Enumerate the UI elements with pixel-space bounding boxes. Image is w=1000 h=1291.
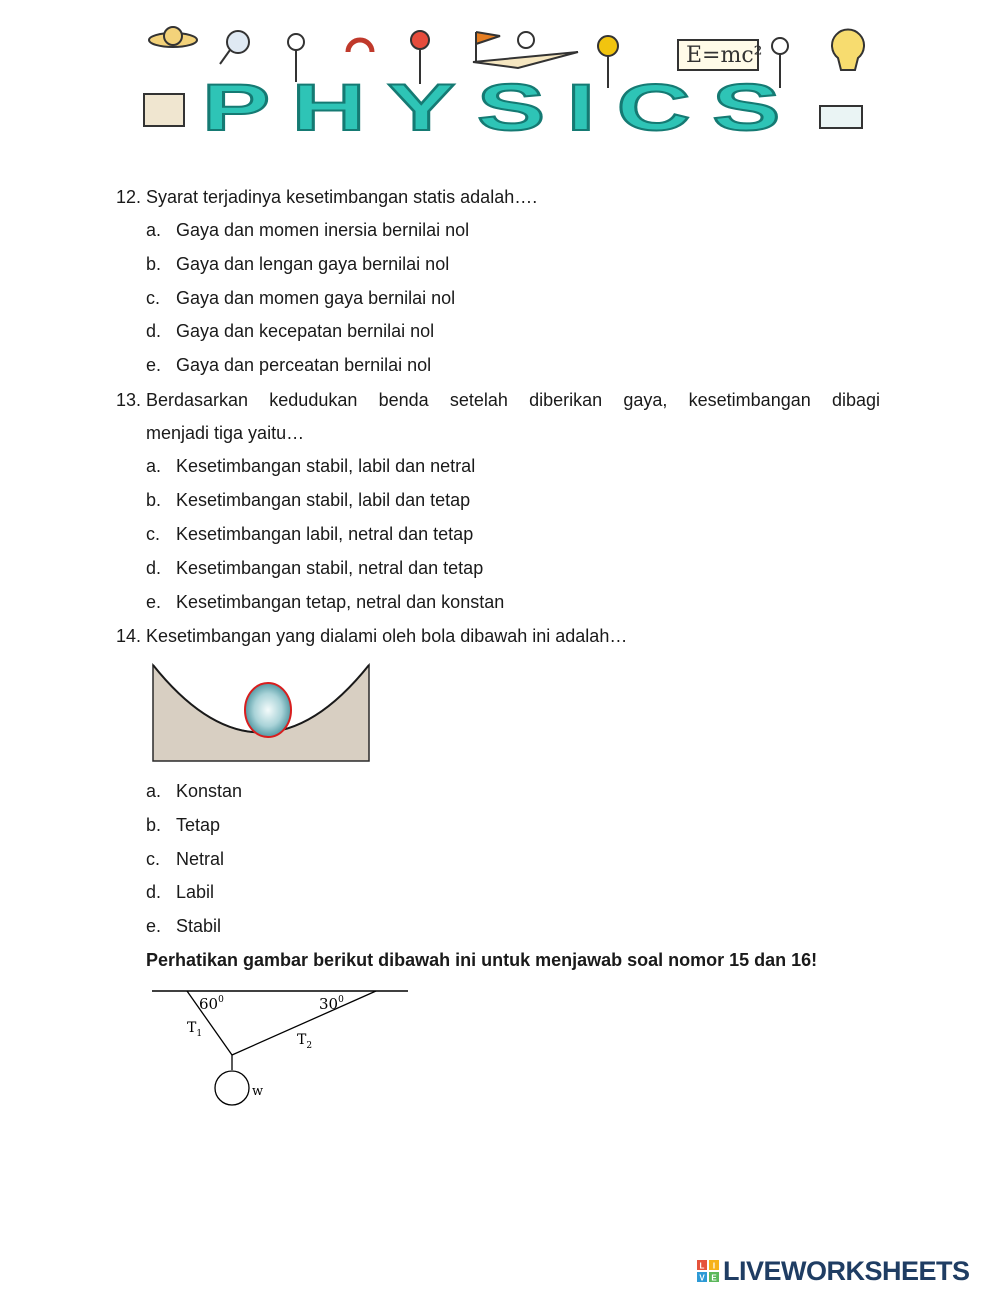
option-letter: e. [146, 592, 162, 612]
option-text: Kesetimbangan stabil, labil dan tetap [176, 490, 471, 510]
option-text: Tetap [176, 815, 221, 835]
question-text: Syarat terjadinya kesetimbangan statis adalah…. [146, 187, 538, 207]
question-12-option-d [146, 319, 434, 343]
bowl-ball-figure [150, 660, 372, 764]
question-14 [116, 624, 880, 648]
logo-text: LIVEWORKSHEETS [723, 1256, 970, 1286]
option-letter: c. [146, 849, 161, 869]
option-letter: a. [146, 220, 162, 240]
option-text: Kesetimbangan labil, netral dan tetap [176, 524, 474, 544]
option-text: Labil [176, 882, 215, 902]
question-12-option-c [146, 286, 455, 310]
option-letter: e. [146, 916, 162, 936]
option-letter: c. [146, 288, 161, 308]
question-13-option-b [146, 488, 470, 512]
question-number: 13. [116, 390, 142, 410]
option-letter: e. [146, 355, 162, 375]
banner-title: PHYSICS [202, 70, 802, 134]
question-number: 14. [116, 626, 142, 646]
tension-diagram [150, 984, 412, 1112]
physics-banner [138, 22, 865, 134]
option-text: Gaya dan kecepatan bernilai nol [176, 321, 435, 341]
question-12 [116, 185, 880, 209]
svg-text:E: E [711, 1273, 717, 1282]
question-text-line1: Berdasarkan kedudukan benda setelah diberikan gaya, kesetimbangan dibagi [146, 390, 880, 410]
liveworksheets-logo [697, 1256, 997, 1286]
ball [245, 683, 291, 737]
question-13-option-a [146, 454, 475, 478]
question-13 [116, 388, 880, 412]
question-14-option-e [146, 914, 221, 938]
logo-icon [697, 1260, 719, 1282]
question-number: 12. [116, 187, 142, 207]
question-13-option-e [146, 590, 504, 614]
option-letter: d. [146, 321, 162, 341]
svg-text:V: V [699, 1273, 705, 1282]
question-14-option-d [146, 880, 214, 904]
option-text: Gaya dan momen inersia bernilai nol [176, 220, 470, 240]
banner-formula: E=mc² [686, 43, 763, 68]
weight-label: w [252, 1084, 264, 1099]
angle-left-label: $60^0$ [199, 995, 224, 1013]
option-text: Kesetimbangan stabil, netral dan tetap [176, 558, 484, 578]
question-12-option-e [146, 353, 431, 377]
question-12-option-a [146, 218, 469, 242]
option-letter: d. [146, 882, 162, 902]
option-text: Gaya dan lengan gaya bernilai nol [176, 254, 450, 274]
option-letter: b. [146, 490, 162, 510]
svg-text:I: I [712, 1261, 716, 1271]
option-text: Netral [176, 849, 225, 869]
option-letter: b. [146, 815, 162, 835]
option-text: Kesetimbangan tetap, netral dan konstan [176, 592, 505, 612]
option-text: Kesetimbangan stabil, labil dan netral [176, 456, 476, 476]
question-14-option-c [146, 847, 224, 871]
t1-label: $T_1$ [187, 1020, 203, 1039]
svg-text:L: L [699, 1261, 705, 1271]
option-letter: a. [146, 781, 162, 801]
option-letter: c. [146, 524, 161, 544]
question-text: Kesetimbangan yang dialami oleh bola dibawah ini adalah… [146, 626, 628, 646]
option-text: Konstan [176, 781, 243, 801]
angle-right-label: $30^0$ [319, 995, 344, 1013]
t2-label: $T_2$ [297, 1032, 313, 1051]
question-14-option-a [146, 779, 242, 803]
banner-illustration [138, 22, 865, 134]
option-letter: d. [146, 558, 162, 578]
question-12-option-b [146, 252, 449, 276]
question-text-line2: menjadi tiga yaitu… [146, 423, 305, 443]
option-text: Gaya dan momen gaya bernilai nol [176, 288, 456, 308]
question-14-option-b [146, 813, 220, 837]
question-13-option-c [146, 522, 473, 546]
option-letter: a. [146, 456, 162, 476]
option-text: Stabil [176, 916, 222, 936]
weight-ball [215, 1071, 249, 1105]
question-13-continued [116, 421, 880, 445]
instruction-text: Perhatikan gambar berikut dibawah ini untuk menjawab soal nomor 15 dan 16! [146, 950, 818, 970]
question-13-option-d [146, 556, 483, 580]
option-text: Gaya dan perceatan bernilai nol [176, 355, 432, 375]
option-letter: b. [146, 254, 162, 274]
